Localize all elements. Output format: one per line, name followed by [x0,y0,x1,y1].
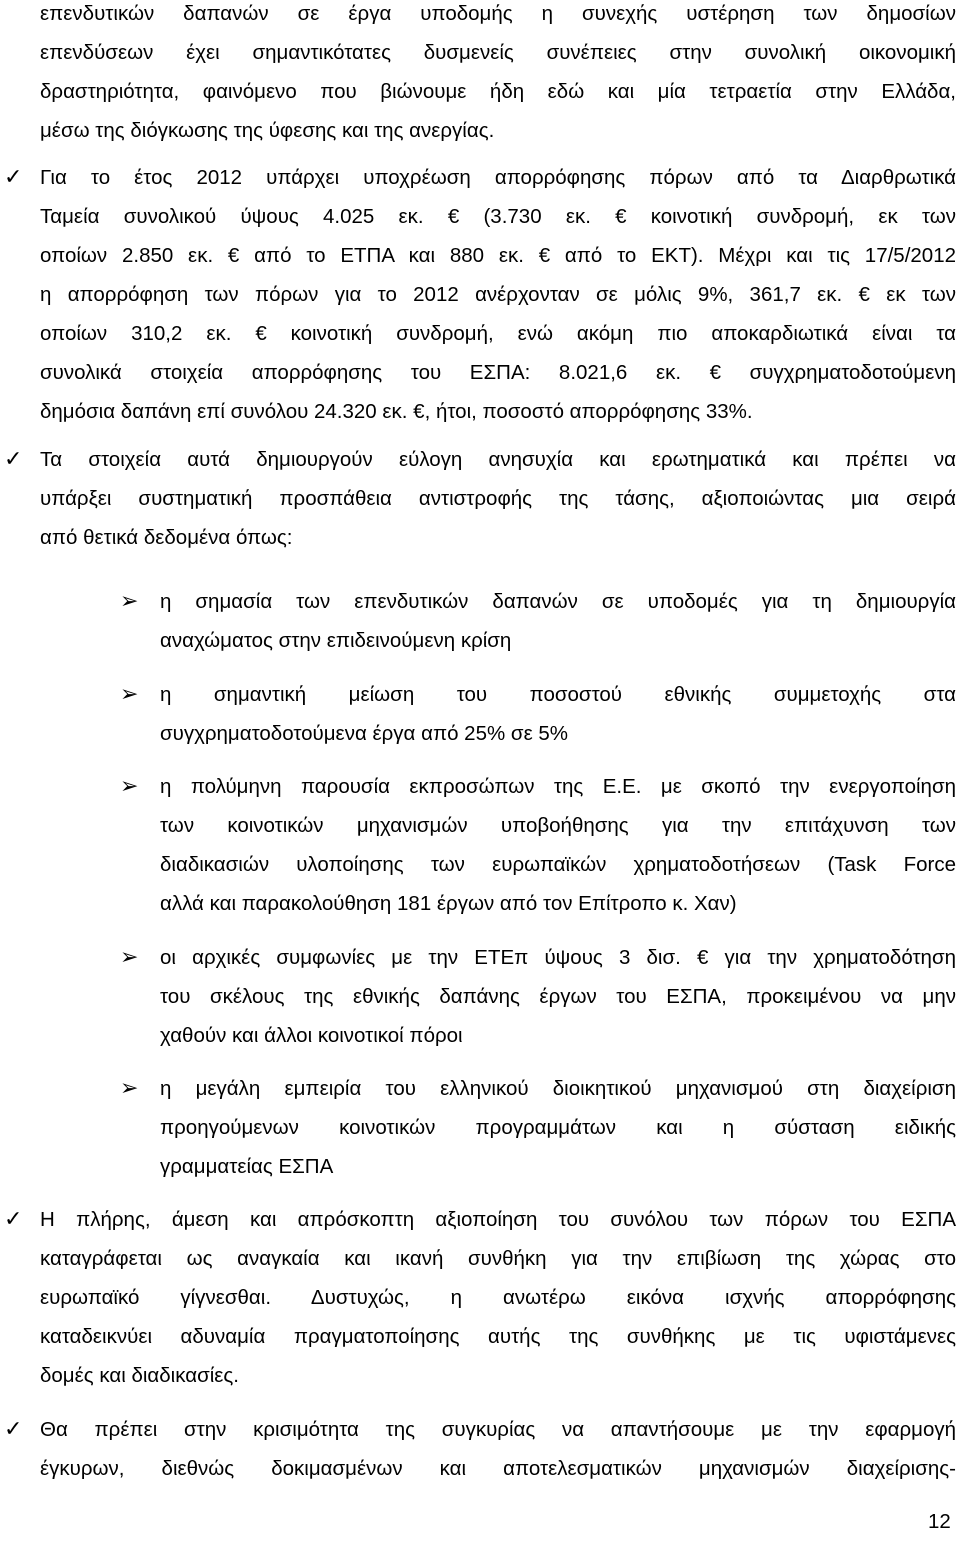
text-line: οποίων 310,2 εκ. € κοινοτική συνδρομή, ενώ ακόμη πιο αποκαρδιωτικά είναι τα [40,322,956,345]
text-line: μέσω της διόγκωσης της ύφεσης και της ανεργίας. [40,119,495,142]
checkmark-icon: ✓ [4,165,23,190]
text-line: η σημασία των επενδυτικών δαπανών σε υποδομές για τη δημιουργία [160,590,956,613]
text-line: έγκυρων, διεθνώς δοκιμασμένων και αποτελεσματικών μηχανισμών διαχείρισης- [40,1457,956,1480]
text-line: η απορρόφηση των πόρων για το 2012 ανέρχονταν σε μόλις 9%, 361,7 εκ. € εκ των [40,283,956,306]
text-line: επενδυτικών δαπανών σε έργα υποδομής η συνεχής υστέρηση των δημοσίων [40,2,956,25]
checkmark-icon: ✓ [4,1417,23,1442]
checkmark-icon: ✓ [4,447,23,472]
text-line: υπάρξει συστηματική προσπάθεια αντιστροφής της τάσης, αξιοποιώντας μια σειρά [40,487,956,510]
text-line: χαθούν και άλλοι κοινοτικοί πόροι [160,1024,463,1047]
text-line: από θετικά δεδομένα όπως: [40,526,293,549]
text-line: γραμματείας ΕΣΠΑ [160,1155,334,1178]
text-line: συνολικά στοιχεία απορρόφησης του ΕΣΠΑ: 8.021,6 εκ. € συγχρηματοδοτούμενη [40,361,956,384]
text-line: επενδύσεων έχει σημαντικότατες δυσμενείς συνέπειες στην συνολική οικονομική [40,41,956,64]
text-line: δομές και διαδικασίες. [40,1364,239,1387]
arrow-bullet-icon: ➢ [120,774,139,799]
arrow-bullet-icon: ➢ [120,682,139,707]
text-line: η μεγάλη εμπειρία του ελληνικού διοικητικού μηχανισμού στη διαχείριση [160,1077,956,1100]
text-line: η πολύμηνη παρουσία εκπροσώπων της Ε.Ε. με σκοπό την ενεργοποίηση [160,775,956,798]
text-line: διαδικασιών υλοποίησης των ευρωπαϊκών χρηματοδοτήσεων (Task Force [160,853,956,876]
text-line: οι αρχικές συμφωνίες με την ΕΤΕπ ύψους 3 δισ. € για την χρηματοδότηση [160,946,956,969]
text-line: συγχρηματοδοτούμενα έργα από 25% σε 5% [160,722,569,745]
text-line: η σημαντική μείωση του ποσοστού εθνικής συμμετοχής στα [160,683,956,706]
arrow-bullet-icon: ➢ [120,1076,139,1101]
text-line: δημόσια δαπάνη επί συνόλου 24.320 εκ. €, ήτοι, ποσοστό απορρόφησης 33%. [40,400,753,423]
page-number: 12 [928,1510,951,1533]
arrow-bullet-icon: ➢ [120,589,139,614]
text-line: δραστηριότητα, φαινόμενο που βιώνουμε ήδη εδώ και μία τετραετία στην Ελλάδα, [40,80,956,103]
text-line: καταδεικνύει αδυναμία πραγματοποίησης αυτής της συνθήκης με τις υφιστάμενες [40,1325,956,1348]
text-line: προηγούμενων κοινοτικών προγραμμάτων και η σύσταση ειδικής [160,1116,956,1139]
text-line: του σκέλους της εθνικής δαπάνης έργων του ΕΣΠΑ, προκειμένου να μην [160,985,956,1008]
text-line: Θα πρέπει στην κρισιμότητα της συγκυρίας να απαντήσουμε με την εφαρμογή [40,1418,956,1441]
text-line: αλλά και παρακολούθηση 181 έργων από τον Επίτροπο κ. Χαν) [160,892,737,915]
text-line: καταγράφεται ως αναγκαία και ικανή συνθήκη για την επιβίωση της χώρας στο [40,1247,956,1270]
text-line: οποίων 2.850 εκ. € από το ΕΤΠΑ και 880 εκ. € από το ΕΚΤ). Μέχρι και τις 17/5/2012 [40,244,956,267]
text-line: Ταμεία συνολικού ύψους 4.025 εκ. € (3.730 εκ. € κοινοτική συνδρομή, εκ των [40,205,956,228]
text-line: ευρωπαϊκό γίγνεσθαι. Δυστυχώς, η ανωτέρω εικόνα ισχνής απορρόφησης [40,1286,956,1309]
text-line: αναχώματος στην επιδεινούμενη κρίση [160,629,512,652]
checkmark-icon: ✓ [4,1207,23,1232]
text-line: Τα στοιχεία αυτά δημιουργούν εύλογη ανησυχία και ερωτηματικά και πρέπει να [40,448,956,471]
text-line: των κοινοτικών μηχανισμών υποβοήθησης για την επιτάχυνση των [160,814,956,837]
text-line: Για το έτος 2012 υπάρχει υποχρέωση απορρόφησης πόρων από τα Διαρθρωτικά [40,166,956,189]
text-line: Η πλήρης, άμεση και απρόσκοπτη αξιοποίηση του συνόλου των πόρων του ΕΣΠΑ [40,1208,956,1231]
arrow-bullet-icon: ➢ [120,945,139,970]
